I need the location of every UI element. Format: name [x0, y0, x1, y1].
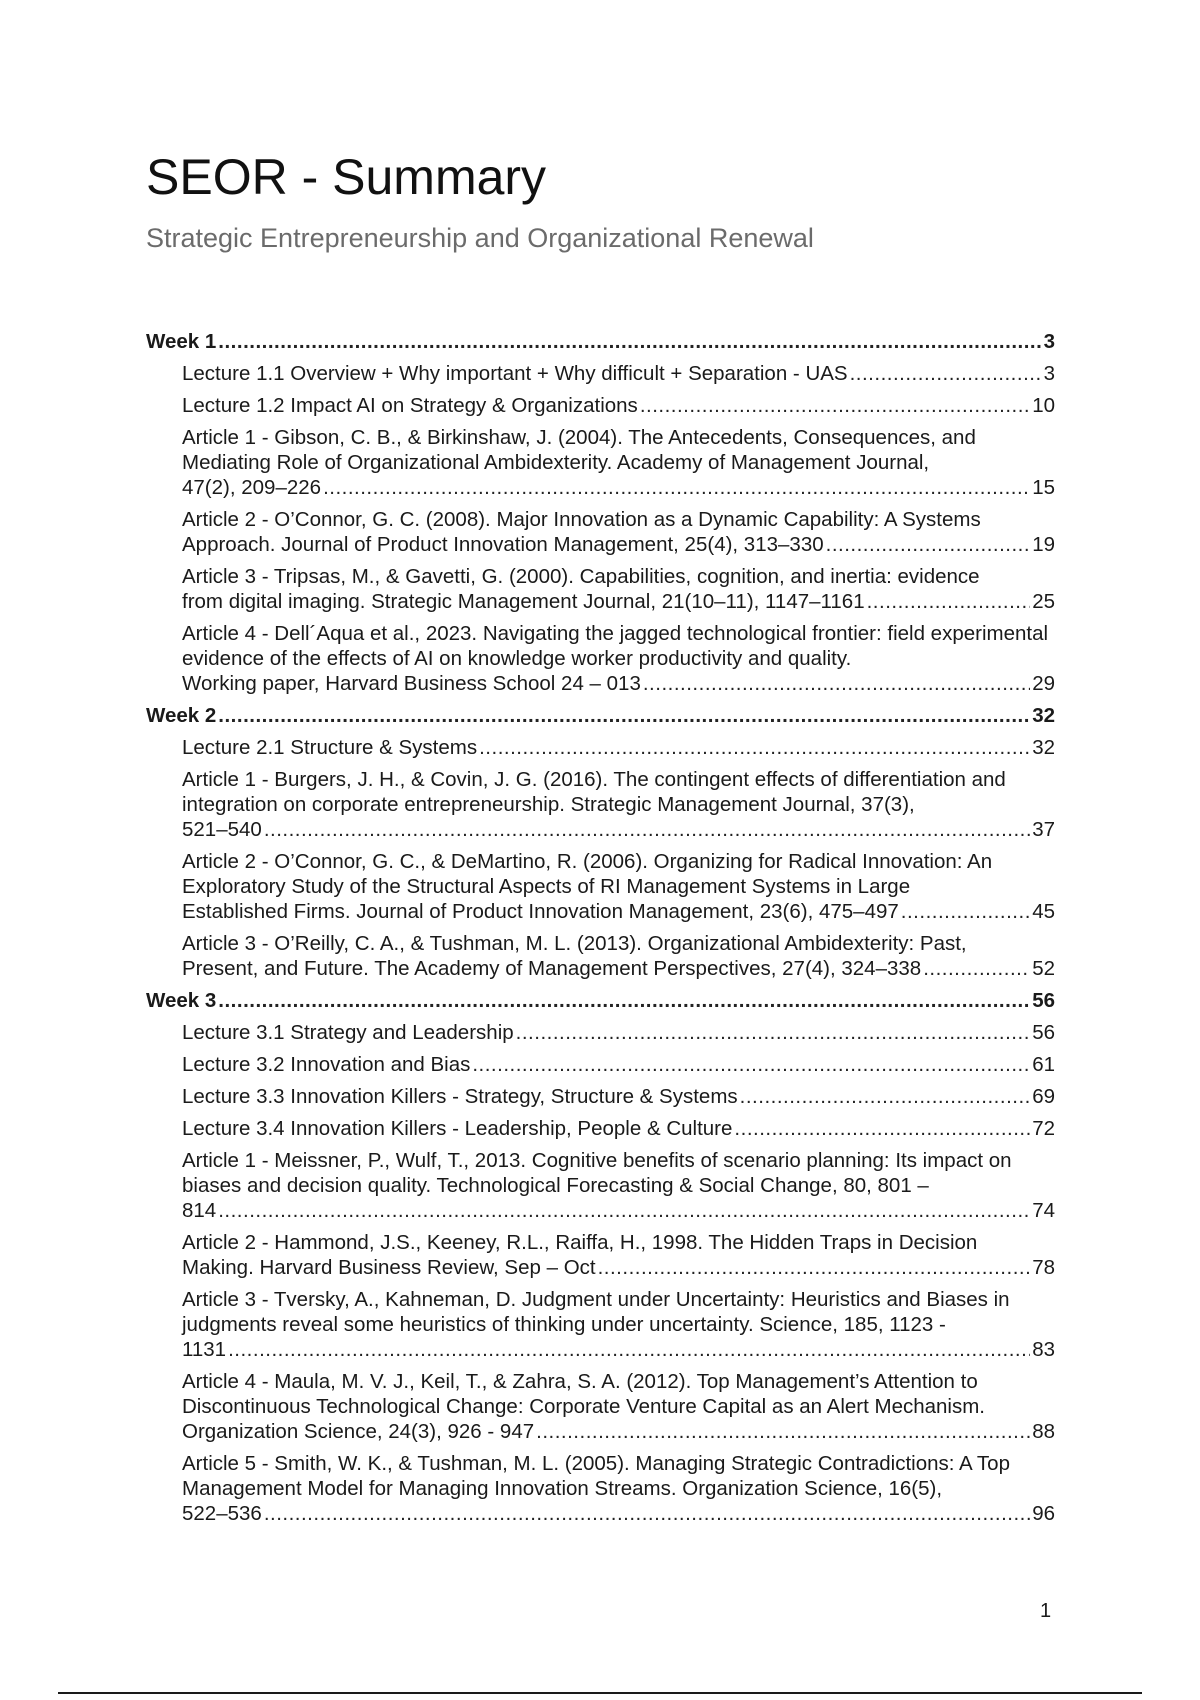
- toc-entry-leader-line: Making. Harvard Business Review, Sep – Oct .....: [182, 1255, 1055, 1280]
- document-subtitle: Strategic Entrepreneurship and Organizational Renewal: [146, 223, 814, 253]
- toc-entry[interactable]: [146, 393, 1055, 418]
- toc-entry[interactable]: [146, 1052, 1055, 1077]
- toc-entry-text: Article 1 - Burgers, J. H., & Covin, J. G. (2016). The contingent effects of differentiation and integration on corporate entrepreneurship. Strategic Management Journal, 37(3),: [182, 768, 1006, 816]
- toc-entry[interactable]: [146, 767, 1055, 842]
- toc-entry-text: Article 4 - Dell´Aqua et al., 2023. Navigating the jagged technological frontier: field experimental evidence of the effects of AI on knowledge worker productivity and quality.: [182, 622, 1049, 670]
- toc-entry-text: Article 3 - Tripsas, M., & Gavetti, G. (2000). Capabilities, cognition, and inertia: evidence: [182, 565, 980, 588]
- toc-entry[interactable]: [146, 931, 1055, 981]
- toc-page-number: 10: [1032, 394, 1055, 417]
- toc-entry[interactable]: [146, 849, 1055, 924]
- toc-entry-text: Article 3 - Tversky, A., Kahneman, D. Judgment under Uncertainty: Heuristics and Biases in judgments reveal some heuristics of thinking under uncertainty. Science, 185, 1123 -: [182, 1288, 1010, 1336]
- toc-entry[interactable]: [146, 1230, 1055, 1280]
- toc-page-number: 96: [1032, 1502, 1055, 1525]
- toc-page-number: 72: [1032, 1117, 1055, 1140]
- toc-page-number: 15: [1032, 476, 1055, 499]
- toc-page-number: 83: [1032, 1338, 1055, 1361]
- table-of-contents: [146, 329, 1055, 1533]
- toc-entry-leader-line: Lecture 2.1 Structure & Systems .....: [182, 735, 1055, 760]
- toc-page-number: 78: [1032, 1256, 1055, 1279]
- toc-week-heading[interactable]: [146, 329, 1055, 354]
- toc-page-number: 37: [1032, 818, 1055, 841]
- toc-entry[interactable]: [146, 1084, 1055, 1109]
- toc-page-number: 32: [1032, 704, 1055, 727]
- page-number: 1: [1040, 1600, 1052, 1622]
- toc-entry[interactable]: [146, 1116, 1055, 1141]
- toc-entry[interactable]: [146, 1451, 1055, 1526]
- toc-page-number: 61: [1032, 1053, 1055, 1076]
- toc-entry[interactable]: [146, 1020, 1055, 1045]
- toc-entry-leader-line: Working paper, Harvard Business School 24 – 013 .....: [182, 671, 1055, 696]
- toc-entry-leader-line: Week 3 .....: [146, 988, 1055, 1013]
- toc-week-heading[interactable]: [146, 703, 1055, 728]
- toc-entry-text: Article 3 - O’Reilly, C. A., & Tushman, M. L. (2013). Organizational Ambidexterity: Past,: [182, 932, 967, 955]
- toc-entry-leader-line: Established Firms. Journal of Product Innovation Management, 23(6), 475–497 .....: [182, 899, 1055, 924]
- toc-page-number: 3: [1043, 362, 1055, 385]
- toc-entry-leader-line: Organization Science, 24(3), 926 - 947 .....: [182, 1419, 1055, 1444]
- toc-page-number: 88: [1032, 1420, 1055, 1443]
- toc-entry-text: Article 2 - O’Connor, G. C., & DeMartino, R. (2006). Organizing for Radical Innovation: An Exploratory Study of the Structural Aspects of RI Management Systems in Large: [182, 850, 993, 898]
- toc-entry-leader-line: Lecture 3.4 Innovation Killers - Leadership, People & Culture .....: [182, 1116, 1055, 1141]
- toc-entry[interactable]: [146, 1287, 1055, 1362]
- toc-page-number: 25: [1032, 590, 1055, 613]
- toc-entry-text: Article 1 - Meissner, P., Wulf, T., 2013. Cognitive benefits of scenario planning: Its impact on biases and decision quality. Technological Forecasting & Social Change, 80, 801 –: [182, 1149, 1012, 1197]
- toc-entry-text: Article 2 - Hammond, J.S., Keeney, R.L., Raiffa, H., 1998. The Hidden Traps in Decision: [182, 1231, 978, 1254]
- toc-entry-leader-line: Approach. Journal of Product Innovation Management, 25(4), 313–330 .....: [182, 532, 1055, 557]
- toc-page-number: 52: [1032, 957, 1055, 980]
- toc-entry-text: Article 4 - Maula, M. V. J., Keil, T., & Zahra, S. A. (2012). Top Management’s Attention to Discontinuous Technological Change: Corporate Venture Capital as an Alert Mechanism.: [182, 1370, 986, 1418]
- toc-page-number: 69: [1032, 1085, 1055, 1108]
- toc-entry[interactable]: [146, 361, 1055, 386]
- toc-entry-leader-line: Present, and Future. The Academy of Management Perspectives, 27(4), 324–338 .....: [182, 956, 1055, 981]
- toc-entry-leader-line: Lecture 1.1 Overview + Why important + Why difficult + Separation - UAS .....: [182, 361, 1055, 386]
- toc-page-number: 74: [1032, 1199, 1055, 1222]
- toc-entry[interactable]: [146, 425, 1055, 500]
- toc-entry-leader-line: 1131 .....: [182, 1337, 1055, 1362]
- toc-entry-leader-line: 47(2), 209–226 .....: [182, 475, 1055, 500]
- toc-page-number: 56: [1032, 989, 1055, 1012]
- document-title: SEOR - Summary: [146, 149, 547, 205]
- toc-entry-leader-line: Lecture 1.2 Impact AI on Strategy & Organizations .....: [182, 393, 1055, 418]
- toc-entry-leader-line: 522–536 .....: [182, 1501, 1055, 1526]
- toc-page-number: 3: [1043, 330, 1055, 353]
- toc-entry-leader-line: Week 2 .....: [146, 703, 1055, 728]
- toc-week-heading[interactable]: [146, 988, 1055, 1013]
- toc-entry-leader-line: 814 .....: [182, 1198, 1055, 1223]
- toc-entry-leader-line: Lecture 3.2 Innovation and Bias .....: [182, 1052, 1055, 1077]
- toc-entry-leader-line: Lecture 3.3 Innovation Killers - Strategy, Structure & Systems .....: [182, 1084, 1055, 1109]
- toc-entry[interactable]: [146, 1369, 1055, 1444]
- toc-entry[interactable]: [146, 735, 1055, 760]
- toc-entry[interactable]: [146, 1148, 1055, 1223]
- toc-page-number: 29: [1032, 672, 1055, 695]
- toc-page-number: 19: [1032, 533, 1055, 556]
- toc-entry-text: Article 2 - O’Connor, G. C. (2008). Major Innovation as a Dynamic Capability: A Systems: [182, 508, 981, 531]
- toc-entry[interactable]: [146, 507, 1055, 557]
- page-bottom-rule: [58, 1692, 1142, 1694]
- toc-entry-leader-line: from digital imaging. Strategic Management Journal, 21(10–11), 1147–1161 .....: [182, 589, 1055, 614]
- toc-page-number: 45: [1032, 900, 1055, 923]
- toc-page-number: 32: [1032, 736, 1055, 759]
- toc-entry[interactable]: [146, 564, 1055, 614]
- toc-entry-leader-line: Lecture 3.1 Strategy and Leadership .....: [182, 1020, 1055, 1045]
- toc-page-number: 56: [1032, 1021, 1055, 1044]
- toc-entry-text: Article 1 - Gibson, C. B., & Birkinshaw, J. (2004). The Antecedents, Consequences, and Mediating Role of Organizational Ambidexterity. Academy of Management Journal,: [182, 426, 976, 474]
- toc-entry[interactable]: [146, 621, 1055, 696]
- toc-entry-text: Article 5 - Smith, W. K., & Tushman, M. L. (2005). Managing Strategic Contradictions: A Top Management Model for Managing Innovation Streams. Organization Science, 16(5),: [182, 1452, 1010, 1500]
- toc-entry-leader-line: 521–540 .....: [182, 817, 1055, 842]
- toc-entry-leader-line: Week 1 .....: [146, 329, 1055, 354]
